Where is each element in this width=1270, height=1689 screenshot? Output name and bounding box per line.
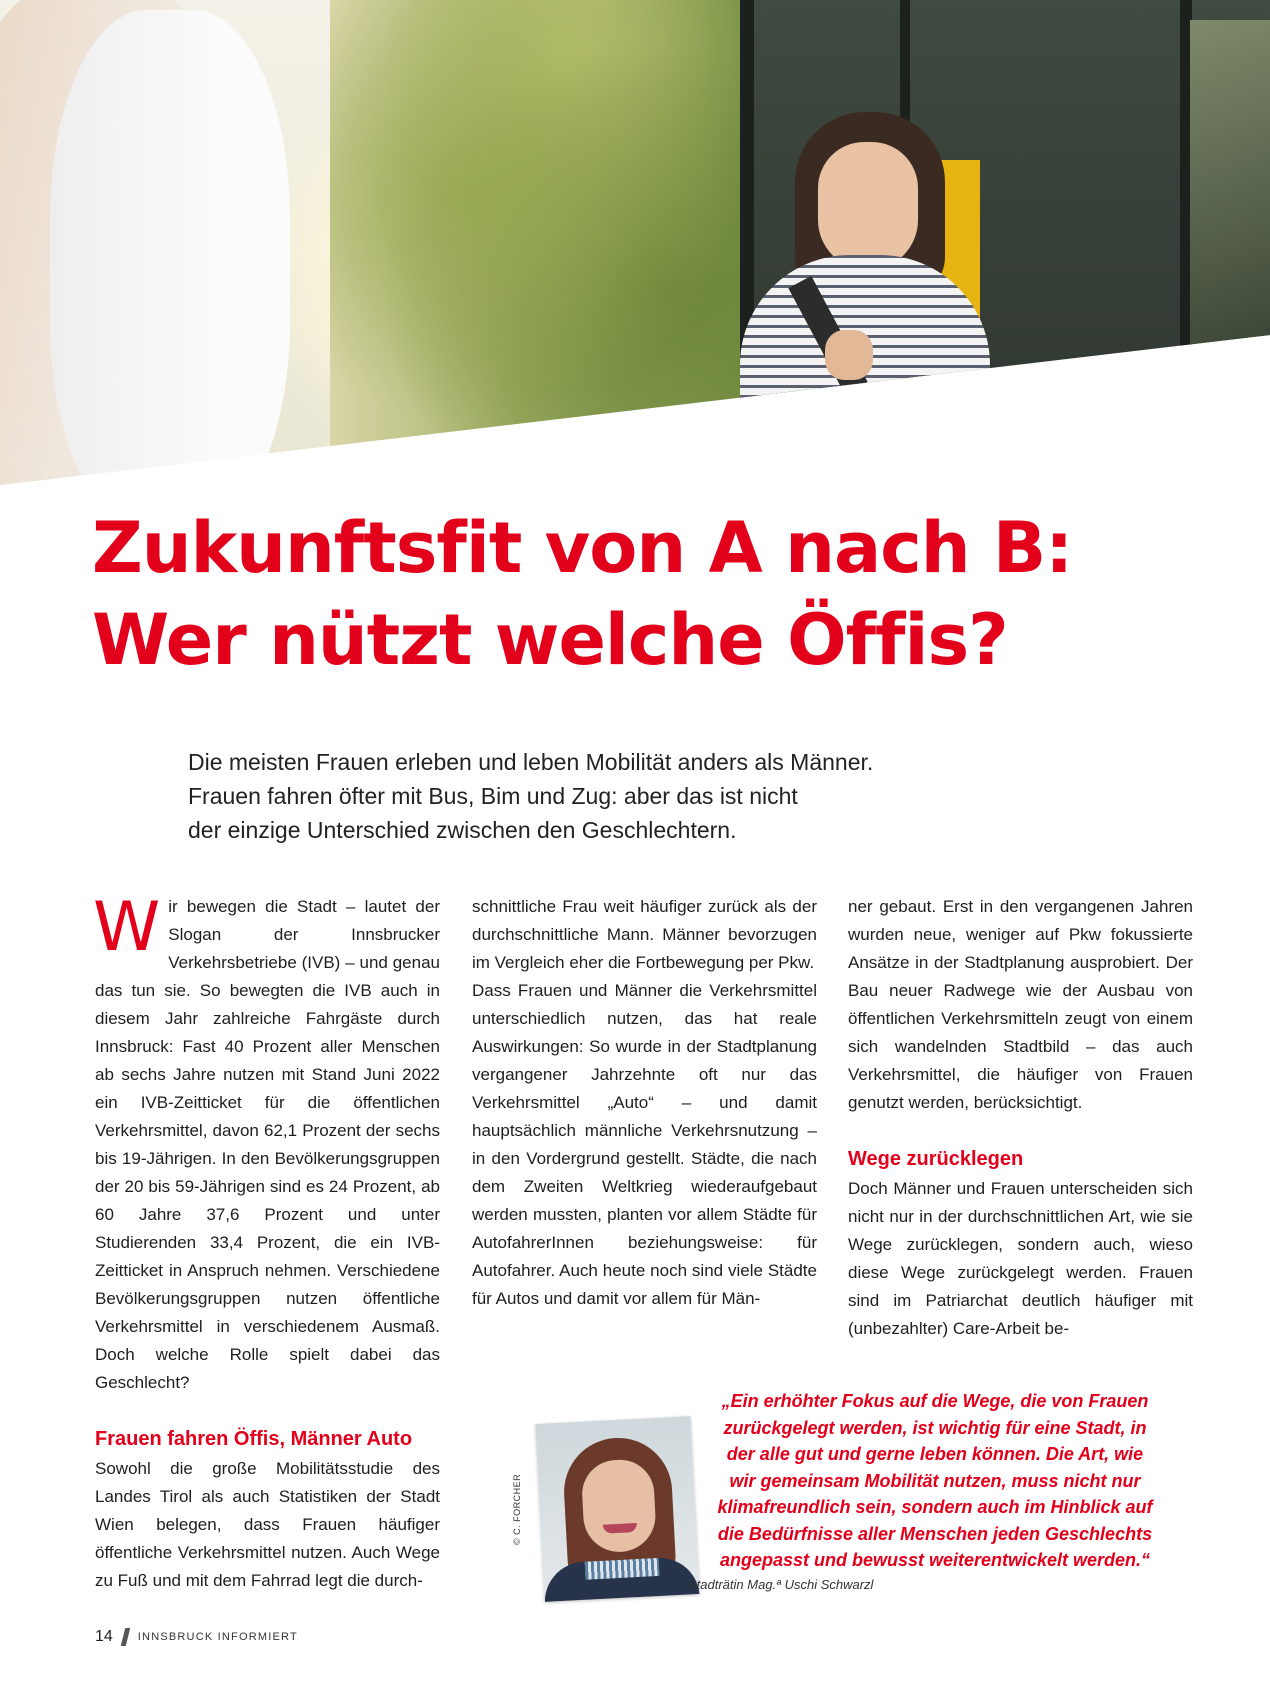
pull-quote <box>700 1388 1170 1574</box>
quote-line: klimafreundlich sein, sondern auch im Hinblick auf <box>717 1497 1153 1517</box>
paragraph <box>93 888 440 1397</box>
body-column-1 <box>93 888 440 1595</box>
lead-line: der einzige Unterschied zwischen den Geschlechtern. <box>188 817 737 843</box>
subheading: Wege zurücklegen <box>848 1148 1024 1170</box>
bus-door-frame <box>740 0 754 485</box>
passerby-shirt <box>50 10 290 485</box>
title-line: Wer nützt welche Öffis? <box>92 599 1008 681</box>
paragraph-text: ir bewegen die Stadt – lautet der Slogan der Innsbrucker Verkehrsbetriebe (IVB) – und genau das tun sie. So bewegten die IVB auch in diesem Jahr zahlreiche Fahrgäste durch Innsbruck: Fast 40 Prozent aller Menschen ab sechs Jahre nutzen mit Stand Juni 2022 ein IVB-Zeitticket für die öffentlichen Verkehrsmittel, davon 62,1 Prozent der sechs bis 19-Jährigen. In den Bevölkerungsgruppen der 20 bis 59-Jährigen sind es 24 Prozent, ab 60 Jahre 37,6 Prozent und unter Studierenden 33,4 Prozent, die ein IVB-Zeitticket in Anspruch nehmen. Verschiedene Bevölkerungsgruppen nutzen öffentliche Verkehrsmittel in verschiedenem Ausmaß. Doch welche Rolle spielt dabei das Geschlecht? <box>95 897 440 1392</box>
body-column-3 <box>848 893 1193 1343</box>
photo-credit: © C. FORCHER <box>512 1473 522 1545</box>
trees-background <box>330 0 810 485</box>
woman-hand <box>825 330 873 380</box>
quote-line: der alle gut und gerne leben können. Die Art, wie <box>726 1444 1144 1464</box>
page-number: 14 <box>95 1628 113 1645</box>
quote-line: wir gemeinsam Mobilität nutzen, muss nicht nur <box>729 1470 1141 1491</box>
portrait-face <box>580 1458 657 1554</box>
page-footer <box>95 1628 298 1646</box>
drop-cap: W <box>93 888 161 967</box>
woman-face <box>818 142 918 270</box>
publication-name: INNSBRUCK INFORMIERT <box>137 1631 298 1643</box>
subheading: Frauen fahren Öffis, Männer Auto <box>95 1428 413 1450</box>
quote-line: die Bedürfnisse aller Menschen jeden Geschlechts <box>717 1523 1153 1544</box>
body-column-2 <box>472 893 817 1313</box>
paragraph: Doch Männer und Frauen unterscheiden sich nicht nur in der durchschnittlichen Art, wie sie Wege zurücklegen, sondern auch, wieso diese Wege zurückgelegt werden. Frauen sind im Patriarchat deutlich häufiger mit (unbezahlter) Care-Arbeit be- <box>848 1179 1193 1338</box>
paragraph: schnittliche Frau weit häufiger zurück als der durchschnittliche Mann. Männer bevorzugen im Vergleich eher die Fortbewegung per Pkw. <box>472 897 817 972</box>
passerby-figure <box>0 0 280 485</box>
article-lead <box>188 745 948 847</box>
paragraph: Sowohl die große Mobilitätsstudie des Landes Tirol als auch Statistiken der Stadt Wien belegen, dass Frauen häufiger öffentliche Verkehrsmittel nutzen. Auch Wege zu Fuß und mit dem Fahrrad legt die durch- <box>95 1459 440 1590</box>
quote-line: zurückgelegt werden, ist wichtig für eine Stadt, in <box>723 1417 1147 1438</box>
lead-line: Frauen fahren öfter mit Bus, Bim und Zug: aber das ist nicht <box>188 783 798 809</box>
quote-line: angepasst und bewusst weiterentwickelt werden.“ <box>719 1550 1151 1570</box>
paragraph: ner gebaut. Erst in den vergangenen Jahren wurden neue, weniger auf Pkw fokussierte Ansätze in der Stadtplanung ausprobiert. Der Bau neuer Radwege wie der Ausbau von öffentlichen Verkehrsmitteln zeugt von einem sich wandelnden Stadtbild – das auch Verkehrsmittel, die häufiger von Frauen genutzt werden, berücksichtigt. <box>848 897 1193 1112</box>
bus-window <box>1190 20 1270 350</box>
lead-line: Die meisten Frauen erleben und leben Mobilität anders als Männer. <box>188 749 874 775</box>
quote-author: Stadträtin Mag.ª Uschi Schwarzl <box>688 1577 874 1592</box>
article-title <box>92 502 1212 686</box>
slash-divider <box>121 1628 130 1646</box>
quote-line: „Ein erhöhter Fokus auf die Wege, die von Frauen <box>721 1391 1149 1411</box>
paragraph: Dass Frauen und Männer die Verkehrsmittel unterschiedlich nutzen, das hat reale Auswirkungen: So wurde in der Stadtplanung vergangener Jahrzehnte oft nur das Verkehrsmittel „Auto“ – und damit hauptsächlich männliche Verkehrsnutzung – in den Vordergrund gestellt. Städte, die nach dem Zweiten Weltkrieg wiederaufgebaut werden mussten, planten vor allem Städte für AutofahrerInnen beziehungsweise: für Autofahrer. Auch heute noch sind viele Städte für Autos und damit vor allem für Män- <box>472 981 817 1308</box>
hero-photo <box>0 0 1270 485</box>
portrait-photo <box>535 1416 699 1602</box>
title-line: Zukunftsfit von A nach B: <box>92 507 1073 589</box>
